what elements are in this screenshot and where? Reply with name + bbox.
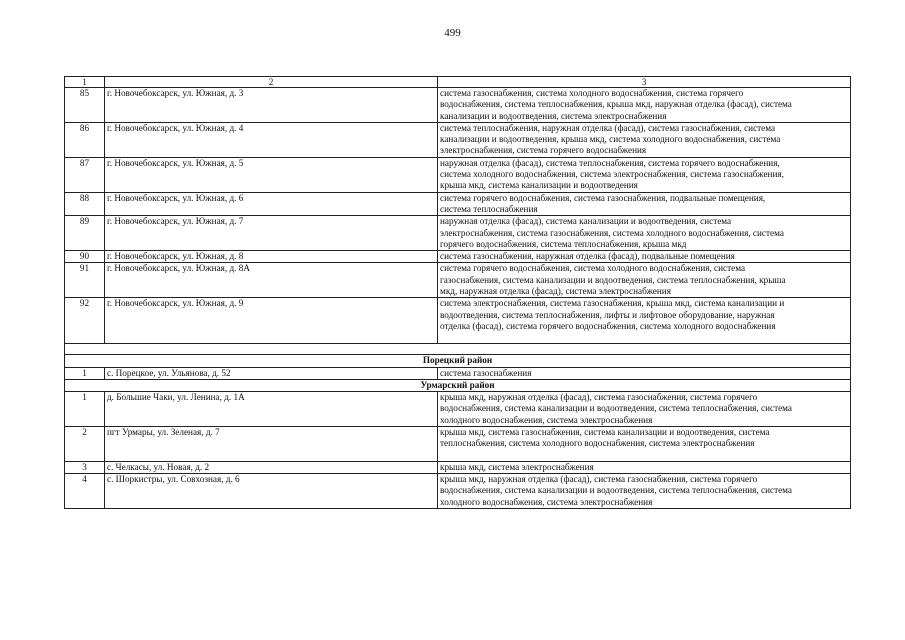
row-number-cell: 87 [65, 157, 105, 192]
systems-line: горячего водоснабжения, система теплоснабжения, крыша мкд [440, 238, 687, 249]
row-number-cell: 1 [65, 392, 105, 427]
cell-spacer [440, 332, 848, 343]
table-row [65, 88, 851, 123]
row-number-cell: 91 [65, 263, 105, 298]
systems-line: система горячего водоснабжения, система газоснабжения, подвальные помещения, [440, 192, 766, 203]
spacer-cell [65, 344, 851, 355]
row-number-cell: 90 [65, 251, 105, 263]
table-row [65, 216, 851, 251]
address-cell: г. Новочебоксарск, ул. Южная, д. 5 [105, 157, 438, 192]
address-cell: д. Большие Чаки, ул. Ленина, д. 1А [105, 392, 438, 427]
systems-cell [438, 216, 851, 251]
systems-line: водоснабжения, система канализации и водоотведения, система теплоснабжения, система [440, 403, 792, 414]
header-col-3: 3 [438, 77, 851, 88]
address-cell: с. Челкасы, ул. Новая, д. 2 [105, 461, 438, 473]
table-row [65, 427, 851, 462]
row-number-cell: 1 [65, 367, 105, 379]
address-cell: г. Новочебоксарск, ул. Южная, д. 7 [105, 216, 438, 251]
row-number-cell: 86 [65, 122, 105, 157]
systems-cell [438, 392, 851, 427]
systems-line: крыша мкд, система канализации и водоотведения [440, 180, 638, 191]
systems-line: система теплоснабжения [440, 203, 538, 214]
row-number-cell: 3 [65, 461, 105, 473]
row-number-cell: 2 [65, 427, 105, 462]
header-col-1: 1 [65, 77, 105, 88]
systems-line: система горячего водоснабжения, система холодного водоснабжения, система [440, 263, 746, 274]
systems-cell [438, 192, 851, 216]
systems-cell [438, 461, 851, 473]
header-col-2: 2 [105, 77, 438, 88]
systems-line: наружная отделка (фасад), система канализации и водоотведения, система [440, 216, 732, 227]
systems-cell [438, 88, 851, 123]
systems-line: канализации и водоотведения, крыша мкд, система холодного водоснабжения, система [440, 134, 781, 145]
address-cell: с. Шоркистры, ул. Совхозная, д. 6 [105, 473, 438, 508]
building-systems-table [64, 76, 851, 509]
address-cell: г. Новочебоксарск, ул. Южная, д. 3 [105, 88, 438, 123]
systems-line: система электроснабжения, система газоснабжения, крыша мкд, система канализации и [440, 298, 785, 309]
cell-spacer [440, 450, 848, 461]
systems-line: холодного водоснабжения, система электроснабжения [440, 496, 653, 507]
table-row [65, 157, 851, 192]
systems-line: теплоснабжения, система холодного водоснабжения, система электроснабжения [440, 438, 755, 449]
table-row [65, 473, 851, 508]
systems-line: крыша мкд, наружная отделка (фасад), система газоснабжения, система горячего [440, 473, 758, 484]
table-row [65, 392, 851, 427]
systems-cell [438, 122, 851, 157]
address-cell: г. Новочебоксарск, ул. Южная, д. 8А [105, 263, 438, 298]
table-row [65, 122, 851, 157]
address-cell: г. Новочебоксарск, ул. Южная, д. 4 [105, 122, 438, 157]
systems-line: система холодного водоснабжения, система электроснабжения, система газоснабжения, [440, 169, 784, 180]
address-cell: с. Порецкое, ул. Ульянова, д. 52 [105, 367, 438, 379]
spacer-row [65, 344, 851, 355]
systems-line: холодного водоснабжения, система электроснабжения [440, 414, 653, 425]
systems-line: водоснабжения, система канализации и водоотведения, система теплоснабжения, система [440, 485, 792, 496]
systems-line: наружная отделка (фасад), система теплоснабжения, система горячего водоснабжения, [440, 157, 780, 168]
row-number-cell: 92 [65, 298, 105, 344]
district-header-row [65, 355, 851, 367]
table-header-row [65, 77, 851, 88]
table-row [65, 298, 851, 344]
systems-cell [438, 298, 851, 344]
district-name: Урмарский район [65, 379, 851, 391]
systems-line: газоснабжения, система канализации и водоотведения, система теплоснабжения, крыша [440, 274, 786, 285]
page-number: 499 [444, 27, 461, 39]
systems-cell [438, 427, 851, 462]
district-name: Порецкий район [65, 355, 851, 367]
systems-cell [438, 367, 851, 379]
address-cell: г. Новочебоксарск, ул. Южная, д. 9 [105, 298, 438, 344]
systems-cell [438, 251, 851, 263]
systems-line: электроснабжения, система горячего водоснабжения [440, 145, 647, 156]
systems-line: канализации и водоотведения, система электроснабжения [440, 110, 667, 121]
systems-line: система теплоснабжения, наружная отделка (фасад), система газоснабжения, система [440, 122, 776, 133]
district-header-row [65, 379, 851, 391]
systems-line: крыша мкд, система электроснабжения [440, 461, 594, 472]
table-row [65, 367, 851, 379]
address-cell: г. Новочебоксарск, ул. Южная, д. 6 [105, 192, 438, 216]
address-cell: г. Новочебоксарск, ул. Южная, д. 8 [105, 251, 438, 263]
systems-line: мкд, наружная отделка (фасад), система электроснабжения [440, 286, 671, 297]
systems-line: крыша мкд, система газоснабжения, система канализации и водоотведения, система [440, 427, 770, 438]
systems-cell [438, 157, 851, 192]
systems-line: электроснабжения, система газоснабжения, система холодного водоснабжения, система [440, 227, 784, 238]
table-row [65, 192, 851, 216]
table-row [65, 251, 851, 263]
row-number-cell: 88 [65, 192, 105, 216]
systems-cell [438, 473, 851, 508]
systems-line: система газоснабжения, система холодного водоснабжения, система горячего [440, 88, 744, 98]
systems-line: крыша мкд, наружная отделка (фасад), система газоснабжения, система горячего [440, 392, 758, 403]
row-number-cell: 4 [65, 473, 105, 508]
table-row [65, 461, 851, 473]
systems-line: система газоснабжения, наружная отделка (фасад), подвальные помещения [440, 251, 735, 262]
address-cell: пгт Урмары, ул. Зеленая, д. 7 [105, 427, 438, 462]
row-number-cell: 85 [65, 88, 105, 123]
systems-line: водоснабжения, система теплоснабжения, крыша мкд, наружная отделка (фасад), система [440, 99, 792, 110]
systems-cell [438, 263, 851, 298]
table-row [65, 263, 851, 298]
row-number-cell: 89 [65, 216, 105, 251]
systems-line: система газоснабжения [440, 367, 532, 378]
systems-line: водоотведения, система теплоснабжения, лифты и лифтовое оборудование, наружная [440, 309, 775, 320]
systems-line: отделка (фасад), система горячего водоснабжения, система холодного водоснабжения [440, 320, 776, 331]
table-body [65, 77, 851, 509]
